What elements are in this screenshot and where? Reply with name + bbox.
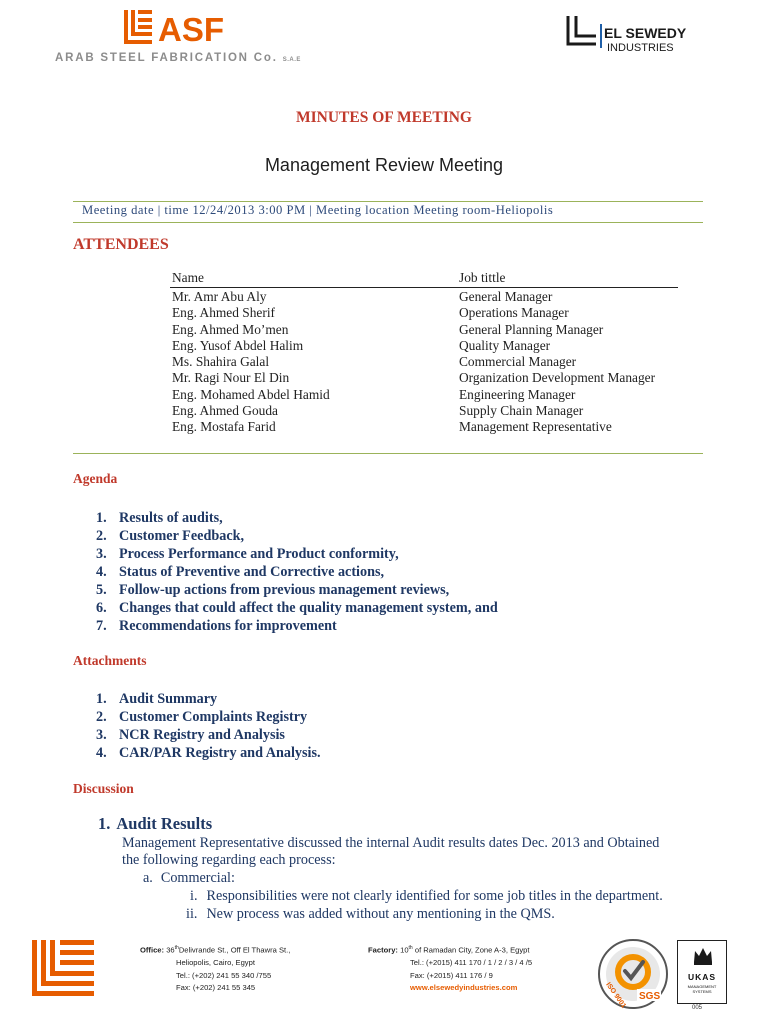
attendee-title: Operations Manager bbox=[459, 305, 569, 321]
elsewedy-logo-line2: INDUSTRIES bbox=[607, 42, 674, 54]
office-street-suffix: th bbox=[174, 945, 179, 951]
list-number: 4. bbox=[96, 564, 107, 580]
ukas-certification-badge bbox=[677, 940, 727, 1004]
list-number: 4. bbox=[96, 745, 107, 761]
list-number: 3. bbox=[96, 546, 107, 562]
attachments-heading: Attachments bbox=[73, 653, 147, 668]
website-link[interactable]: www.elsewedyindustries.com bbox=[410, 983, 518, 993]
elsewedy-mark-icon bbox=[568, 16, 596, 44]
attendee-title: Commercial Manager bbox=[459, 354, 577, 370]
list-text: Follow-up actions from previous management reviews, bbox=[119, 582, 450, 598]
asf-company-text: ARAB STEEL FABRICATION Co. bbox=[55, 52, 278, 64]
meeting-details: Meeting date | time 12/24/2013 3:00 PM | Meeting location Meeting room-Heliopolis bbox=[82, 203, 554, 217]
subsubitem-marker: i. bbox=[190, 888, 198, 904]
table-header-row bbox=[170, 270, 678, 288]
list-number: 1. bbox=[96, 510, 107, 526]
list-number: 7. bbox=[96, 618, 107, 634]
attendee-name: Eng. Ahmed Gouda bbox=[172, 403, 278, 419]
list-text: Customer Complaints Registry bbox=[119, 709, 308, 725]
list-text: NCR Registry and Analysis bbox=[119, 727, 285, 743]
iso-label: ISO 9001 bbox=[604, 981, 627, 1010]
attendees-heading: ATTENDEES bbox=[73, 236, 169, 253]
factory-city: of Ramadan City, Zone A-3, Egypt bbox=[414, 945, 530, 955]
list-text: Process Performance and Product conformity, bbox=[119, 546, 399, 562]
attendee-name: Mr. Ragi Nour El Din bbox=[172, 370, 290, 386]
sgs-label: SGS bbox=[639, 991, 661, 1002]
column-header-job-title: Job tittle bbox=[459, 270, 506, 285]
asf-logo bbox=[124, 8, 224, 52]
list-text: Status of Preventive and Corrective actions, bbox=[119, 564, 385, 580]
attendee-title: Management Representative bbox=[459, 419, 612, 435]
meeting-line-top-rule bbox=[73, 201, 703, 202]
discussion-subsubitem bbox=[186, 906, 555, 923]
office-fax: Fax: (+202) 241 55 345 bbox=[176, 983, 256, 993]
asf-logo-text: ASF bbox=[158, 11, 224, 48]
list-number: 2. bbox=[96, 528, 107, 544]
discussion-item-heading bbox=[98, 814, 212, 834]
list-text: Audit Summary bbox=[119, 691, 218, 707]
list-number: 2. bbox=[96, 709, 107, 725]
factory-phone: Tel.: (+2015) 411 170 / 1 / 2 / 3 / 4 /5 bbox=[410, 958, 533, 968]
discussion-item-number: 1. bbox=[98, 814, 111, 833]
minutes-title: MINUTES OF MEETING bbox=[296, 109, 472, 126]
attendee-name: Eng. Ahmed Mo’men bbox=[172, 321, 289, 337]
subsubitem-text: Responsibilities were not clearly identified for some job titles in the department. bbox=[206, 888, 663, 904]
factory-label: Factory: bbox=[368, 945, 398, 955]
attendee-title: General Manager bbox=[459, 289, 553, 304]
factory-fax: Fax: (+2015) 411 176 / 9 bbox=[410, 970, 493, 980]
table-row bbox=[170, 338, 678, 354]
footer-asf-logo-icon bbox=[32, 940, 96, 996]
subsubitem-marker: ii. bbox=[186, 906, 198, 922]
attendee-name: Eng. Yusof Abdel Halim bbox=[172, 337, 304, 353]
list-text: Customer Feedback, bbox=[119, 528, 245, 544]
attendee-title: Engineering Manager bbox=[459, 386, 576, 402]
office-street: Delivrande St., Off El Thawra St., bbox=[178, 945, 291, 955]
ukas-number: 005 bbox=[692, 1005, 703, 1011]
table-row bbox=[170, 322, 678, 338]
sgs-iso-certification-seal-icon bbox=[597, 938, 669, 1010]
attendee-title: Supply Chain Manager bbox=[459, 403, 584, 419]
list-text: Recommendations for improvement bbox=[119, 618, 337, 634]
ukas-sub-label: MANAGEMENT SYSTEMS bbox=[687, 984, 717, 994]
factory-city-suffix: th bbox=[408, 945, 413, 951]
office-phone: Tel.: (+202) 241 55 340 /755 bbox=[176, 970, 272, 980]
asf-company-name bbox=[55, 52, 301, 64]
table-row bbox=[170, 419, 678, 435]
elsewedy-logo bbox=[566, 14, 686, 58]
list-number: 6. bbox=[96, 600, 107, 616]
list-number: 5. bbox=[96, 582, 107, 598]
asf-logo-mark-icon bbox=[124, 10, 152, 44]
office-label: Office: bbox=[140, 945, 165, 955]
table-row bbox=[170, 354, 678, 370]
meeting-title: Management Review Meeting bbox=[264, 155, 504, 175]
asf-company-suffix: S.A.E bbox=[282, 57, 301, 63]
column-header-name: Name bbox=[172, 270, 204, 285]
attendee-name: Eng. Mohamed Abdel Hamid bbox=[172, 386, 330, 402]
discussion-subitem bbox=[143, 870, 235, 887]
discussion-paragraph-line: Management Representative discussed the internal Audit results dates Dec. 2013 and Obtained bbox=[122, 835, 660, 851]
table-row bbox=[170, 370, 678, 386]
office-street-number: 36 bbox=[166, 945, 175, 955]
office-city: Heliopolis, Cairo, Egypt bbox=[176, 958, 255, 968]
discussion-subsubitem bbox=[190, 888, 663, 905]
list-text: Changes that could affect the quality management system, and bbox=[119, 600, 498, 616]
factory-address bbox=[368, 942, 532, 995]
list-number: 1. bbox=[96, 691, 107, 707]
discussion-item-title: Audit Results bbox=[116, 814, 213, 833]
agenda-heading: Agenda bbox=[73, 471, 118, 486]
list-text: Results of audits, bbox=[119, 510, 223, 526]
table-row bbox=[170, 289, 678, 305]
attendee-name: Ms. Shahira Galal bbox=[172, 354, 270, 370]
attendees-table bbox=[170, 270, 678, 436]
ukas-label: UKAS bbox=[687, 972, 717, 982]
attendee-name: Eng. Mostafa Farid bbox=[172, 419, 276, 435]
table-row bbox=[170, 387, 678, 403]
attendee-name: Eng. Ahmed Sherif bbox=[172, 305, 276, 321]
subitem-marker: a. bbox=[143, 870, 153, 886]
meeting-line-bottom-rule bbox=[73, 222, 703, 223]
subsubitem-text: New process was added without any mentioning in the QMS. bbox=[206, 906, 555, 922]
elsewedy-logo-line1: EL SEWEDY bbox=[604, 25, 686, 41]
office-address bbox=[140, 942, 290, 995]
list-text: CAR/PAR Registry and Analysis. bbox=[119, 745, 321, 761]
subitem-text: Commercial: bbox=[160, 870, 235, 886]
table-row bbox=[170, 305, 678, 321]
attendee-title: Organization Development Manager bbox=[459, 370, 656, 386]
list-number: 3. bbox=[96, 727, 107, 743]
discussion-heading: Discussion bbox=[73, 781, 134, 796]
attendees-bottom-rule bbox=[73, 453, 703, 454]
table-row bbox=[170, 403, 678, 419]
attendee-name: Mr. Amr Abu Aly bbox=[172, 289, 267, 304]
attendee-title: Quality Manager bbox=[459, 337, 551, 353]
attendee-title: General Planning Manager bbox=[459, 321, 604, 337]
discussion-paragraph-line: the following regarding each process: bbox=[122, 852, 336, 868]
factory-city-number: 10 bbox=[400, 945, 409, 955]
crown-icon bbox=[692, 944, 714, 966]
